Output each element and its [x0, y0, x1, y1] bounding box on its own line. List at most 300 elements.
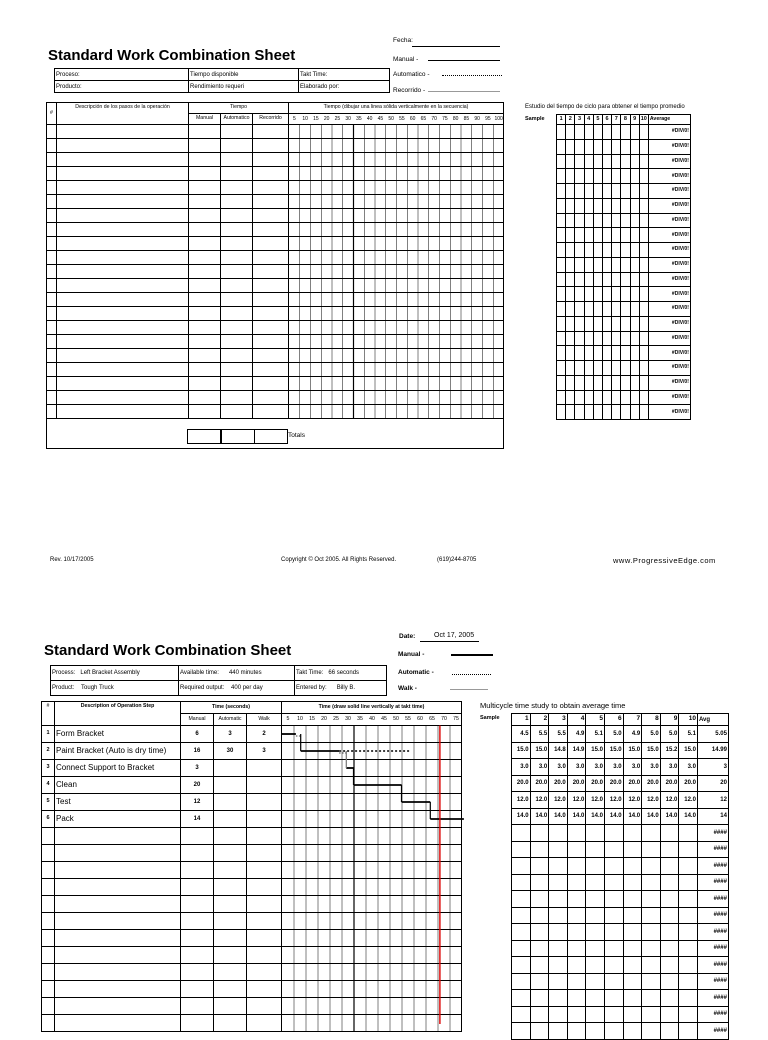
- sample-cell[interactable]: [584, 169, 593, 184]
- sample-cell[interactable]: [584, 287, 593, 302]
- entry-cell[interactable]: [55, 896, 181, 913]
- sample-cell[interactable]: [567, 1023, 586, 1040]
- sample-cell[interactable]: [602, 125, 611, 140]
- entry-cell[interactable]: [47, 251, 57, 265]
- sheet1-fecha-field[interactable]: [412, 46, 500, 47]
- entry-cell[interactable]: [247, 862, 282, 879]
- sample-cell[interactable]: [586, 907, 605, 924]
- sample-cell[interactable]: [639, 228, 648, 243]
- sample-cell[interactable]: [593, 331, 602, 346]
- sample-cell[interactable]: [584, 390, 593, 405]
- sample-cell[interactable]: 20.0: [660, 775, 679, 792]
- sample-cell[interactable]: [660, 874, 679, 891]
- sample-cell[interactable]: [512, 841, 531, 858]
- sample-cell[interactable]: [584, 198, 593, 213]
- entry-cell[interactable]: [55, 930, 181, 947]
- sample-cell[interactable]: [566, 361, 575, 376]
- sample-cell[interactable]: [586, 973, 605, 990]
- sample-cell[interactable]: [642, 1006, 661, 1023]
- sample-cell[interactable]: [621, 375, 630, 390]
- entry-cell[interactable]: [253, 209, 289, 223]
- sample-cell[interactable]: [593, 375, 602, 390]
- entry-cell[interactable]: [221, 195, 253, 209]
- entry-cell[interactable]: [47, 391, 57, 405]
- entry-cell[interactable]: [214, 845, 247, 862]
- step-auto[interactable]: [214, 794, 247, 811]
- entry-cell[interactable]: [221, 335, 253, 349]
- sample-cell[interactable]: [604, 1023, 623, 1040]
- sample-cell[interactable]: 20.0: [549, 775, 568, 792]
- entry-cell[interactable]: [55, 998, 181, 1015]
- entry-cell[interactable]: [181, 998, 214, 1015]
- footer-web[interactable]: www.ProgressiveEdge.com: [613, 556, 716, 565]
- entry-cell[interactable]: [221, 223, 253, 237]
- entry-cell[interactable]: [57, 391, 189, 405]
- entry-cell[interactable]: [189, 279, 221, 293]
- sample-cell[interactable]: [612, 198, 621, 213]
- sample-cell[interactable]: [575, 257, 584, 272]
- sample-cell[interactable]: [566, 184, 575, 199]
- entry-cell[interactable]: [57, 279, 189, 293]
- sample-cell[interactable]: [549, 825, 568, 842]
- sample-cell[interactable]: [630, 139, 639, 154]
- sample-cell[interactable]: [557, 302, 566, 317]
- sample-cell[interactable]: [566, 169, 575, 184]
- entry-cell[interactable]: [253, 279, 289, 293]
- sample-cell[interactable]: [639, 213, 648, 228]
- sample-cell[interactable]: 12.0: [586, 792, 605, 809]
- sample-cell[interactable]: [679, 891, 698, 908]
- entry-cell[interactable]: [253, 321, 289, 335]
- entry-cell[interactable]: [247, 1015, 282, 1032]
- sample-cell[interactable]: [612, 272, 621, 287]
- step-description[interactable]: Connect Support to Bracket: [55, 760, 181, 777]
- sample-cell[interactable]: [575, 287, 584, 302]
- sample-cell[interactable]: [612, 228, 621, 243]
- entry-cell[interactable]: [42, 964, 55, 981]
- entry-cell[interactable]: [57, 167, 189, 181]
- entry-cell[interactable]: [47, 195, 57, 209]
- entry-cell[interactable]: [189, 363, 221, 377]
- sample-cell[interactable]: [660, 990, 679, 1007]
- sample-cell[interactable]: 4.9: [567, 726, 586, 743]
- sample-cell[interactable]: [602, 154, 611, 169]
- sample-cell[interactable]: [567, 858, 586, 875]
- entry-cell[interactable]: [221, 279, 253, 293]
- sample-cell[interactable]: 3.0: [549, 759, 568, 776]
- entry-cell[interactable]: [42, 828, 55, 845]
- sample-cell[interactable]: [549, 940, 568, 957]
- entry-cell[interactable]: [47, 209, 57, 223]
- sample-cell[interactable]: [512, 1023, 531, 1040]
- sample-cell[interactable]: 12.0: [567, 792, 586, 809]
- entry-cell[interactable]: [57, 139, 189, 153]
- sample-cell[interactable]: [512, 874, 531, 891]
- sample-cell[interactable]: [679, 874, 698, 891]
- sample-cell[interactable]: [549, 990, 568, 1007]
- sample-cell[interactable]: [549, 1006, 568, 1023]
- sample-cell[interactable]: [639, 184, 648, 199]
- sample-cell[interactable]: [630, 184, 639, 199]
- sample-cell[interactable]: [593, 257, 602, 272]
- sample-cell[interactable]: [593, 169, 602, 184]
- sample-cell[interactable]: [642, 973, 661, 990]
- entry-cell[interactable]: [189, 139, 221, 153]
- sample-cell[interactable]: [584, 139, 593, 154]
- sample-cell[interactable]: [567, 874, 586, 891]
- entry-cell[interactable]: [42, 930, 55, 947]
- entry-cell[interactable]: [253, 181, 289, 195]
- entry-cell[interactable]: [47, 293, 57, 307]
- sample-cell[interactable]: [660, 907, 679, 924]
- entry-cell[interactable]: [214, 879, 247, 896]
- sample-cell[interactable]: [612, 154, 621, 169]
- entry-cell[interactable]: [181, 930, 214, 947]
- sample-cell[interactable]: [679, 825, 698, 842]
- sample-cell[interactable]: [639, 287, 648, 302]
- entry-cell[interactable]: [57, 125, 189, 139]
- sample-cell[interactable]: [586, 825, 605, 842]
- sample-cell[interactable]: [584, 375, 593, 390]
- entry-cell[interactable]: [47, 223, 57, 237]
- sample-cell[interactable]: [575, 228, 584, 243]
- sample-cell[interactable]: [567, 957, 586, 974]
- sample-cell[interactable]: [602, 243, 611, 258]
- sample-cell[interactable]: [566, 346, 575, 361]
- sample-cell[interactable]: 14.0: [530, 808, 549, 825]
- entry-cell[interactable]: [253, 265, 289, 279]
- sample-cell[interactable]: 14.0: [567, 808, 586, 825]
- sample-cell[interactable]: [567, 907, 586, 924]
- step-auto[interactable]: 30: [214, 743, 247, 760]
- entry-cell[interactable]: [253, 223, 289, 237]
- step-manual[interactable]: 6: [181, 726, 214, 743]
- sample-cell[interactable]: [593, 243, 602, 258]
- entry-cell[interactable]: [221, 307, 253, 321]
- entry-cell[interactable]: [247, 845, 282, 862]
- entry-cell[interactable]: [214, 964, 247, 981]
- sample-cell[interactable]: [602, 361, 611, 376]
- sample-cell[interactable]: [549, 957, 568, 974]
- entry-cell[interactable]: [189, 405, 221, 419]
- sample-cell[interactable]: [612, 390, 621, 405]
- sample-cell[interactable]: [623, 874, 642, 891]
- sample-cell[interactable]: [575, 331, 584, 346]
- sample-cell[interactable]: [593, 302, 602, 317]
- entry-cell[interactable]: [47, 363, 57, 377]
- sample-cell[interactable]: [566, 125, 575, 140]
- entry-cell[interactable]: [221, 153, 253, 167]
- sample-cell[interactable]: [575, 154, 584, 169]
- entry-cell[interactable]: [57, 195, 189, 209]
- sample-cell[interactable]: 5.0: [604, 726, 623, 743]
- entry-cell[interactable]: [189, 321, 221, 335]
- sample-cell[interactable]: [593, 125, 602, 140]
- entry-cell[interactable]: [47, 139, 57, 153]
- sample-cell[interactable]: [530, 1023, 549, 1040]
- sample-cell[interactable]: [557, 213, 566, 228]
- entry-cell[interactable]: [57, 405, 189, 419]
- entry-cell[interactable]: [55, 947, 181, 964]
- entry-cell[interactable]: [55, 964, 181, 981]
- sample-cell[interactable]: [512, 825, 531, 842]
- sample-cell[interactable]: [679, 990, 698, 1007]
- entry-cell[interactable]: [55, 913, 181, 930]
- sample-cell[interactable]: [639, 316, 648, 331]
- sample-cell[interactable]: [630, 361, 639, 376]
- sample-cell[interactable]: [642, 874, 661, 891]
- sample-cell[interactable]: [604, 924, 623, 941]
- sample-cell[interactable]: 12.0: [549, 792, 568, 809]
- entry-cell[interactable]: [57, 335, 189, 349]
- sample-cell[interactable]: 20.0: [679, 775, 698, 792]
- sample-cell[interactable]: [557, 390, 566, 405]
- entry-cell[interactable]: [214, 896, 247, 913]
- sample-cell[interactable]: [567, 1006, 586, 1023]
- sample-cell[interactable]: [584, 125, 593, 140]
- sample-cell[interactable]: [566, 405, 575, 420]
- sample-cell[interactable]: [621, 198, 630, 213]
- sample-cell[interactable]: [512, 891, 531, 908]
- sample-cell[interactable]: [602, 272, 611, 287]
- step-auto[interactable]: [214, 811, 247, 828]
- entry-cell[interactable]: [221, 181, 253, 195]
- sample-cell[interactable]: [630, 287, 639, 302]
- sample-cell[interactable]: [623, 1006, 642, 1023]
- sample-cell[interactable]: [593, 184, 602, 199]
- entry-cell[interactable]: [247, 879, 282, 896]
- sample-cell[interactable]: [639, 390, 648, 405]
- sample-cell[interactable]: [621, 184, 630, 199]
- entry-cell[interactable]: [42, 947, 55, 964]
- entry-cell[interactable]: [253, 139, 289, 153]
- sample-cell[interactable]: [630, 243, 639, 258]
- sample-cell[interactable]: 4.9: [623, 726, 642, 743]
- step-auto[interactable]: [214, 760, 247, 777]
- sample-cell[interactable]: [639, 346, 648, 361]
- sample-cell[interactable]: [584, 331, 593, 346]
- entry-cell[interactable]: [42, 879, 55, 896]
- sample-cell[interactable]: [575, 243, 584, 258]
- entry-cell[interactable]: [47, 377, 57, 391]
- sample-cell[interactable]: 3.0: [642, 759, 661, 776]
- entry-cell[interactable]: [221, 293, 253, 307]
- sample-cell[interactable]: [679, 1006, 698, 1023]
- sample-cell[interactable]: [567, 924, 586, 941]
- sample-cell[interactable]: 14.0: [512, 808, 531, 825]
- sample-cell[interactable]: [602, 257, 611, 272]
- step-description[interactable]: Clean: [55, 777, 181, 794]
- sample-cell[interactable]: [602, 213, 611, 228]
- sample-cell[interactable]: [557, 316, 566, 331]
- sample-cell[interactable]: 15.0: [512, 742, 531, 759]
- sample-cell[interactable]: 20.0: [530, 775, 549, 792]
- sample-cell[interactable]: [586, 990, 605, 1007]
- sample-cell[interactable]: [639, 154, 648, 169]
- sample-cell[interactable]: 20.0: [586, 775, 605, 792]
- entry-cell[interactable]: [253, 125, 289, 139]
- sample-cell[interactable]: [623, 957, 642, 974]
- entry-cell[interactable]: [57, 237, 189, 251]
- sample-cell[interactable]: [567, 940, 586, 957]
- sample-cell[interactable]: [642, 924, 661, 941]
- sample-cell[interactable]: [549, 891, 568, 908]
- sample-cell[interactable]: [639, 375, 648, 390]
- sample-cell[interactable]: [679, 841, 698, 858]
- sample-cell[interactable]: [566, 331, 575, 346]
- entry-cell[interactable]: [181, 828, 214, 845]
- sample-cell[interactable]: [557, 154, 566, 169]
- sample-cell[interactable]: [623, 841, 642, 858]
- entry-cell[interactable]: [47, 335, 57, 349]
- step-walk[interactable]: [247, 811, 282, 828]
- sample-cell[interactable]: 14.0: [660, 808, 679, 825]
- entry-cell[interactable]: [181, 845, 214, 862]
- sample-cell[interactable]: [679, 924, 698, 941]
- sample-cell[interactable]: [621, 287, 630, 302]
- sample-cell[interactable]: [630, 169, 639, 184]
- sample-cell[interactable]: [584, 405, 593, 420]
- sample-cell[interactable]: [575, 375, 584, 390]
- sample-cell[interactable]: [660, 973, 679, 990]
- entry-cell[interactable]: [247, 913, 282, 930]
- sample-cell[interactable]: [575, 198, 584, 213]
- entry-cell[interactable]: [42, 913, 55, 930]
- sample-cell[interactable]: [567, 841, 586, 858]
- sample-cell[interactable]: 15.0: [642, 742, 661, 759]
- sample-cell[interactable]: [612, 287, 621, 302]
- entry-cell[interactable]: [55, 828, 181, 845]
- sample-cell[interactable]: [639, 331, 648, 346]
- sample-cell[interactable]: [621, 243, 630, 258]
- sample-cell[interactable]: 14.0: [623, 808, 642, 825]
- sample-cell[interactable]: 3.0: [567, 759, 586, 776]
- entry-cell[interactable]: [189, 167, 221, 181]
- sample-cell[interactable]: [660, 825, 679, 842]
- sample-cell[interactable]: 20.0: [567, 775, 586, 792]
- entry-cell[interactable]: [42, 862, 55, 879]
- sample-cell[interactable]: [639, 169, 648, 184]
- entry-cell[interactable]: [47, 405, 57, 419]
- entry-cell[interactable]: [55, 845, 181, 862]
- sample-cell[interactable]: [557, 272, 566, 287]
- sample-cell[interactable]: [630, 228, 639, 243]
- sample-cell[interactable]: 3.0: [604, 759, 623, 776]
- sample-cell[interactable]: [566, 228, 575, 243]
- sample-cell[interactable]: [566, 302, 575, 317]
- entry-cell[interactable]: [189, 307, 221, 321]
- sample-cell[interactable]: 20.0: [512, 775, 531, 792]
- entry-cell[interactable]: [189, 293, 221, 307]
- sample-cell[interactable]: [621, 361, 630, 376]
- sample-cell[interactable]: [639, 361, 648, 376]
- sample-cell[interactable]: 14.9: [567, 742, 586, 759]
- sample-cell[interactable]: [612, 346, 621, 361]
- sample-cell[interactable]: [593, 154, 602, 169]
- entry-cell[interactable]: [189, 377, 221, 391]
- entry-cell[interactable]: [221, 265, 253, 279]
- sample-cell[interactable]: [604, 841, 623, 858]
- sample-cell[interactable]: [557, 228, 566, 243]
- sample-cell[interactable]: [566, 316, 575, 331]
- entry-cell[interactable]: [221, 237, 253, 251]
- sample-cell[interactable]: [602, 390, 611, 405]
- sample-cell[interactable]: [639, 243, 648, 258]
- entry-cell[interactable]: [221, 321, 253, 335]
- sample-cell[interactable]: [623, 924, 642, 941]
- sample-cell[interactable]: 12.0: [679, 792, 698, 809]
- sample-cell[interactable]: 12.0: [660, 792, 679, 809]
- sample-cell[interactable]: [679, 858, 698, 875]
- sample-cell[interactable]: [621, 405, 630, 420]
- entry-cell[interactable]: [181, 862, 214, 879]
- entry-cell[interactable]: [221, 363, 253, 377]
- sample-cell[interactable]: [575, 390, 584, 405]
- step-description[interactable]: Form Bracket: [55, 726, 181, 743]
- sample-cell[interactable]: [557, 139, 566, 154]
- entry-cell[interactable]: [214, 862, 247, 879]
- sample-cell[interactable]: [623, 1023, 642, 1040]
- sample-cell[interactable]: [604, 858, 623, 875]
- sample-cell[interactable]: 15.2: [660, 742, 679, 759]
- sample-cell[interactable]: [660, 924, 679, 941]
- sample-cell[interactable]: [621, 302, 630, 317]
- entry-cell[interactable]: [253, 167, 289, 181]
- sample-cell[interactable]: [660, 1023, 679, 1040]
- sample-cell[interactable]: 3.0: [586, 759, 605, 776]
- sample-cell[interactable]: [604, 891, 623, 908]
- sample-cell[interactable]: [549, 907, 568, 924]
- entry-cell[interactable]: [55, 879, 181, 896]
- sample-cell[interactable]: [642, 841, 661, 858]
- sample-cell[interactable]: [586, 940, 605, 957]
- sample-cell[interactable]: [593, 213, 602, 228]
- sample-cell[interactable]: [530, 874, 549, 891]
- sample-cell[interactable]: [593, 287, 602, 302]
- sample-cell[interactable]: [612, 316, 621, 331]
- sample-cell[interactable]: [530, 990, 549, 1007]
- total-box[interactable]: [221, 429, 255, 444]
- sample-cell[interactable]: [586, 858, 605, 875]
- sample-cell[interactable]: [679, 940, 698, 957]
- sample-cell[interactable]: [575, 316, 584, 331]
- sample-cell[interactable]: [584, 316, 593, 331]
- entry-cell[interactable]: [47, 279, 57, 293]
- entry-cell[interactable]: [253, 391, 289, 405]
- sample-cell[interactable]: [566, 154, 575, 169]
- step-walk[interactable]: [247, 760, 282, 777]
- entry-cell[interactable]: [47, 153, 57, 167]
- sample-cell[interactable]: [639, 139, 648, 154]
- entry-cell[interactable]: [47, 321, 57, 335]
- sample-cell[interactable]: 14.0: [604, 808, 623, 825]
- sample-cell[interactable]: [584, 361, 593, 376]
- entry-cell[interactable]: [181, 1015, 214, 1032]
- entry-cell[interactable]: [253, 349, 289, 363]
- sample-cell[interactable]: 20.0: [604, 775, 623, 792]
- sample-cell[interactable]: 12.0: [512, 792, 531, 809]
- entry-cell[interactable]: [253, 195, 289, 209]
- sample-cell[interactable]: [575, 405, 584, 420]
- entry-cell[interactable]: [214, 1015, 247, 1032]
- sample-cell[interactable]: [566, 213, 575, 228]
- sample-cell[interactable]: [567, 825, 586, 842]
- sample-cell[interactable]: [623, 858, 642, 875]
- sample-cell[interactable]: [602, 302, 611, 317]
- step-description[interactable]: Paint Bracket (Auto is dry time): [55, 743, 181, 760]
- entry-cell[interactable]: [55, 1015, 181, 1032]
- sample-cell[interactable]: [623, 907, 642, 924]
